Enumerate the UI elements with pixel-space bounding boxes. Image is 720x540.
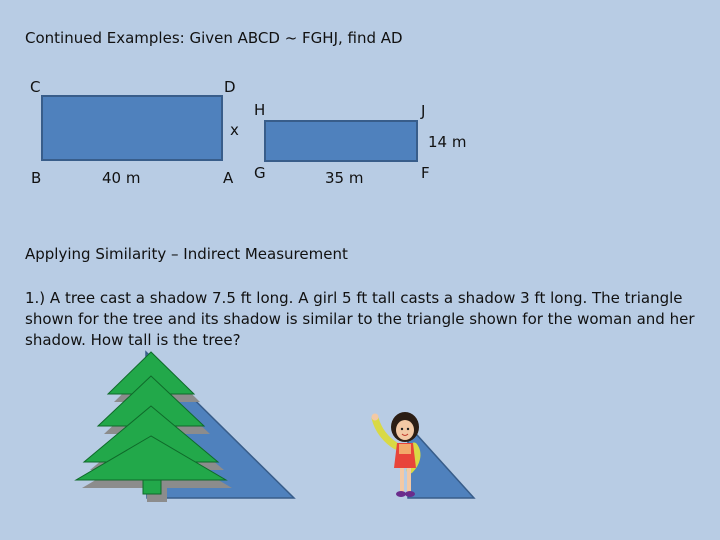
vertex-j-label: J [421, 102, 426, 120]
vertex-b-label: B [31, 169, 42, 187]
section-heading: Applying Similarity – Indirect Measurement [25, 245, 348, 263]
fghj-bottom-length: 35 m [325, 169, 364, 187]
vertex-h-label: H [254, 101, 266, 119]
vertex-g-label: G [254, 164, 266, 182]
problem-text: 1.) A tree cast a shadow 7.5 ft long. A girl 5 ft tall casts a shadow 3 ft long. The triangle shown for the tree and its shadow is similar to the triangle shown for the woman and her shadow. How tall is the tree? [25, 289, 695, 349]
vertex-d-label: D [224, 78, 236, 96]
abcd-bottom-length: 40 m [102, 169, 141, 187]
slide-title: Continued Examples: Given ABCD ~ FGHJ, find AD [25, 29, 403, 47]
vertex-c-label: C [30, 78, 41, 96]
vertex-a-label: A [223, 169, 234, 187]
vertex-f-label: F [421, 164, 430, 182]
fghj-side-length: 14 m [428, 133, 467, 151]
abcd-side-length: x [230, 121, 239, 139]
